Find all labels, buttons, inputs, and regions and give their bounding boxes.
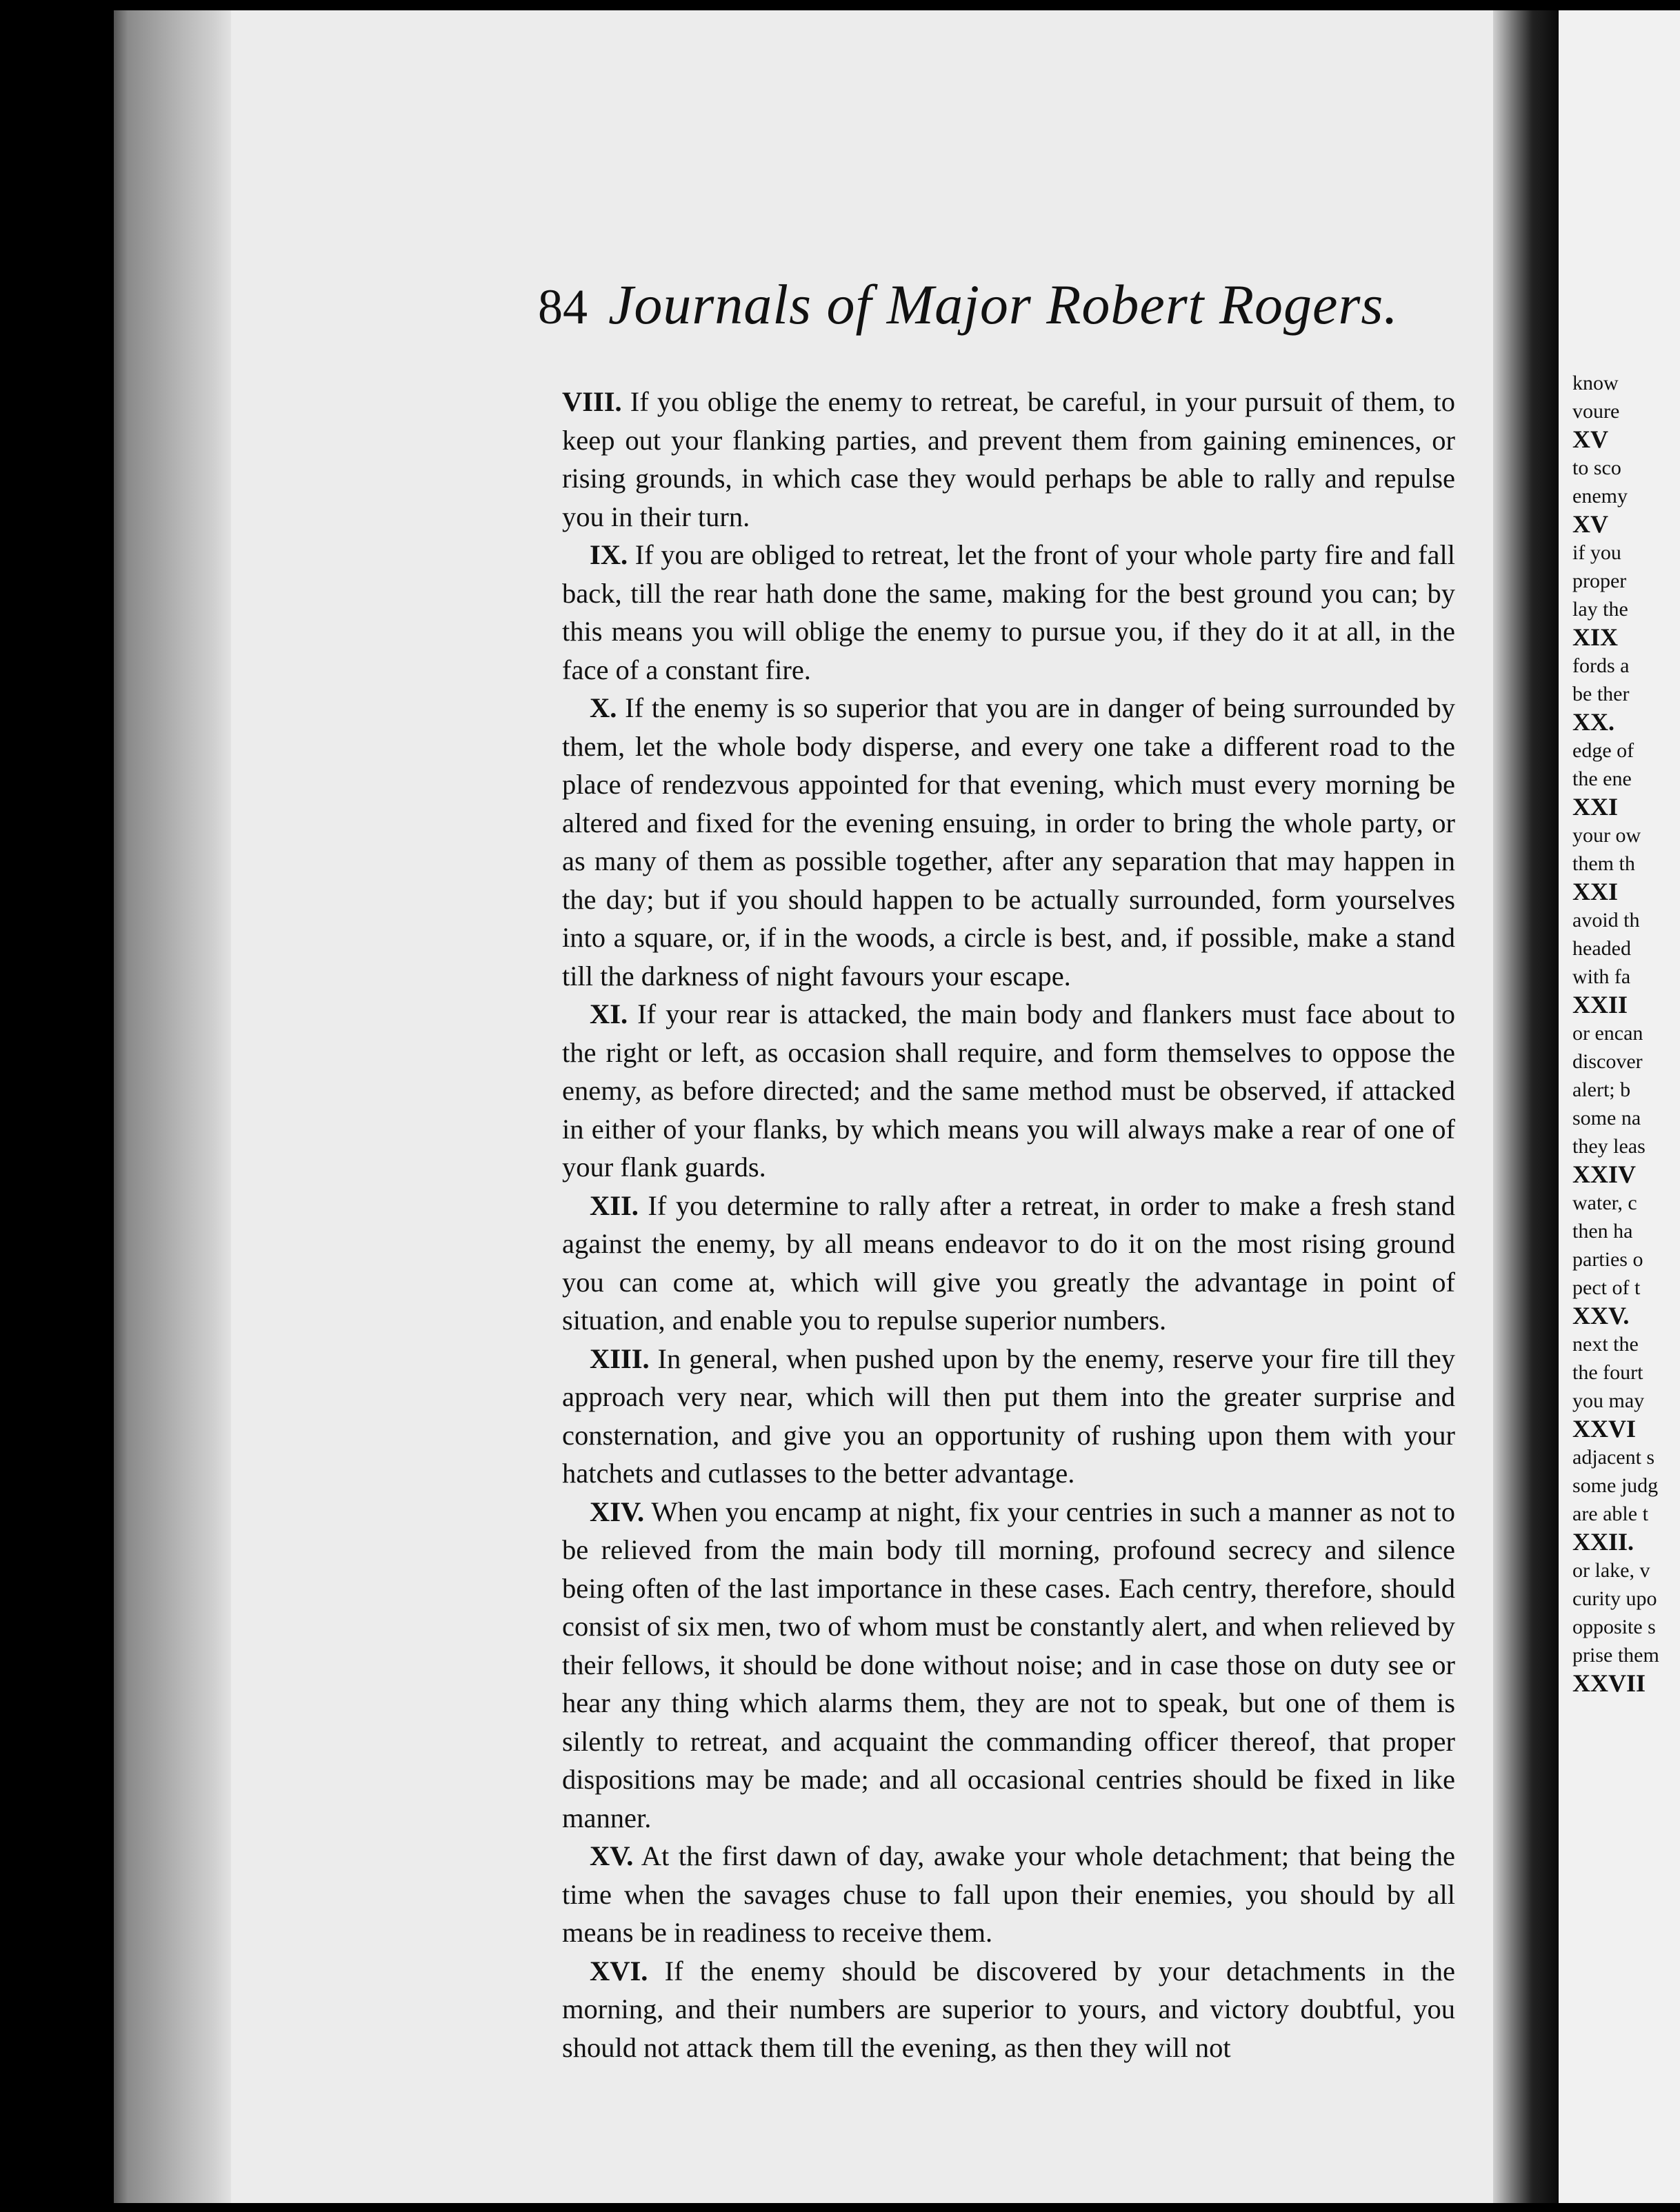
rule-paragraph (562, 1837, 1455, 1952)
facing-page-line: prise them (1572, 1644, 1659, 1667)
facing-page-line: with fa (1572, 965, 1631, 988)
rule-paragraph (562, 1952, 1455, 2067)
facing-page-line: know (1572, 372, 1619, 394)
facing-page-line: or lake, v (1572, 1559, 1650, 1582)
facing-page-line: your ow (1572, 824, 1641, 847)
rules-text-block (562, 383, 1455, 2067)
facing-page-line: XXII. (1572, 1528, 1634, 1556)
rule-text: If you determine to rally after a retreat, in order to make a fresh stand against the enemy, by all means endeavor to do it on the most rising ground you can come at, which will give you greatly the advantage in point of situation, and enable you to repulse superior numbers. (562, 1189, 1455, 1336)
facing-page-line: they leas (1572, 1135, 1646, 1158)
facing-page-line: fords a (1572, 654, 1630, 677)
facing-page-line: them th (1572, 852, 1635, 875)
rule-numeral: XI. (590, 998, 628, 1029)
facing-page-line: parties o (1572, 1248, 1643, 1271)
rule-numeral: XII. (590, 1189, 639, 1221)
facing-page-line: voure (1572, 400, 1620, 423)
facing-page-line: the fourt (1572, 1361, 1643, 1384)
rule-numeral: X. (590, 692, 617, 723)
rule-text: If the enemy is so superior that you are in danger of being surrounded by them, let the whole body disperse, and every one take a different road to the place of rendezvous appointed for that evening, which must every morning be altered and fixed for the evening ensuing, in order to bring the whole party, or as many of them as possible together, after any separation that may happen in the day; but if you should happen to be actually surrounded, form yourselves into a square, or, if in the woods, a circle is best, and, if possible, make a stand till the darkness of night favours your escape. (562, 692, 1455, 992)
facing-page-line: are able t (1572, 1502, 1648, 1525)
facing-page-line: curity upo (1572, 1587, 1657, 1610)
rule-paragraph (562, 536, 1455, 689)
rule-paragraph (562, 1493, 1455, 1838)
facing-page-line: headed (1572, 937, 1631, 960)
rule-paragraph (562, 383, 1455, 536)
rule-numeral: XV. (590, 1840, 634, 1871)
facing-page-line: XV (1572, 425, 1608, 453)
facing-page-line: XXI (1572, 878, 1619, 905)
rule-paragraph (562, 1340, 1455, 1493)
rule-numeral: IX. (590, 539, 628, 570)
rule-text: If you oblige the enemy to retreat, be careful, in your pursuit of them, to keep out your flanking parties, and prevent them from gaining eminences, or rising grounds, in which case they would perhaps be able to rally and repulse you in their turn. (562, 386, 1455, 532)
rule-numeral: XIV. (590, 1496, 645, 1527)
facing-page-line: be ther (1572, 683, 1630, 705)
facing-page-line: you may (1572, 1389, 1645, 1412)
facing-page-line: some na (1572, 1107, 1641, 1129)
facing-page-line: pect of t (1572, 1276, 1641, 1299)
facing-page-line: XXI (1572, 793, 1619, 821)
facing-page-line: avoid th (1572, 909, 1640, 932)
book-gutter-shadow (1493, 10, 1559, 2203)
rule-paragraph (562, 1187, 1455, 1340)
facing-page-line: to sco (1572, 456, 1621, 479)
facing-page-line: water, c (1572, 1192, 1637, 1214)
book-page-edge (114, 10, 231, 2203)
facing-page-line: adjacent s (1572, 1446, 1655, 1469)
rule-paragraph (562, 689, 1455, 995)
rule-text: When you encamp at night, fix your centries in such a manner as not to be relieved from the main body till morning, profound secrecy and silence being often of the last importance in these cases. Each centry, therefore, should consist of six men, two of whom must be constantly alert, and when relieved by their fellows, it should be done without noise; and in case those on duty see or hear any thing which alarms them, they are not to speak, but one of them is silently to retreat, and acquaint the commanding officer thereof, that proper dispositions may be made; and all occasional centries should be fixed in like manner. (562, 1496, 1455, 1833)
rule-text: If you are obliged to retreat, let the front of your whole party fire and fall back, till the rear hath done the same, making for the best ground you can; by this means you will oblige the enemy to pursue you, if they do it at all, in the face of a constant fire. (562, 539, 1455, 685)
facing-page-line: XXII (1572, 991, 1628, 1018)
facing-page-line: some judg (1572, 1474, 1659, 1497)
facing-page-line: XX. (1572, 708, 1614, 736)
facing-page-line: opposite s (1572, 1616, 1656, 1638)
running-title: Journals of Major Robert Rogers. (608, 273, 1399, 336)
facing-page-line: proper (1572, 570, 1627, 592)
rule-text: At the first dawn of day, awake your whole detachment; that being the time when the savages chuse to fall upon their enemies, you should by all means be in readiness to receive them. (562, 1840, 1455, 1948)
facing-page-line: if you (1572, 541, 1621, 564)
facing-page-line: next the (1572, 1333, 1639, 1356)
facing-page-line: lay the (1572, 598, 1628, 621)
rule-text: If the enemy should be discovered by your detachments in the morning, and their numbers are superior to yours, and victory doubtful, you should not attack them till the evening, as then they will not (562, 1955, 1455, 2063)
rule-numeral: VIII. (562, 386, 622, 417)
facing-page-line: discover (1572, 1050, 1643, 1073)
rule-text: If your rear is attacked, the main body and flankers must face about to the right or left, as occasion shall require, and form themselves to oppose the enemy, as before directed; and the same method must be observed, if attacked in either of your flanks, by which means you will always make a rear of one of your flank guards. (562, 998, 1456, 1183)
rule-numeral: XVI. (590, 1955, 648, 1987)
page-number: 84 (538, 279, 588, 334)
facing-page-line: XXIV (1572, 1160, 1637, 1188)
facing-page-line: enemy (1572, 485, 1628, 507)
rule-paragraph (562, 995, 1455, 1187)
facing-page-line: then ha (1572, 1220, 1633, 1243)
facing-page-line: XXV. (1572, 1302, 1630, 1329)
facing-page-line: or encan (1572, 1022, 1643, 1045)
facing-page-line: XXVII (1572, 1669, 1646, 1697)
rule-text: In general, when pushed upon by the enemy, reserve your fire till they approach very near, which will then put them into the greater surprise and consternation, and give you an opportunity of rushing upon them with your hatchets and cutlasses to the better advantage. (562, 1343, 1455, 1489)
page-header (538, 272, 1455, 355)
rule-numeral: XIII. (590, 1343, 650, 1374)
facing-page-line: XXVI (1572, 1415, 1637, 1442)
facing-page-line: edge of (1572, 739, 1634, 762)
facing-page-line: alert; b (1572, 1078, 1631, 1101)
facing-page-line: the ene (1572, 767, 1632, 790)
facing-page-line: XIX (1572, 623, 1619, 651)
facing-page-text (1572, 369, 1680, 1698)
facing-page-line: XV (1572, 510, 1608, 538)
